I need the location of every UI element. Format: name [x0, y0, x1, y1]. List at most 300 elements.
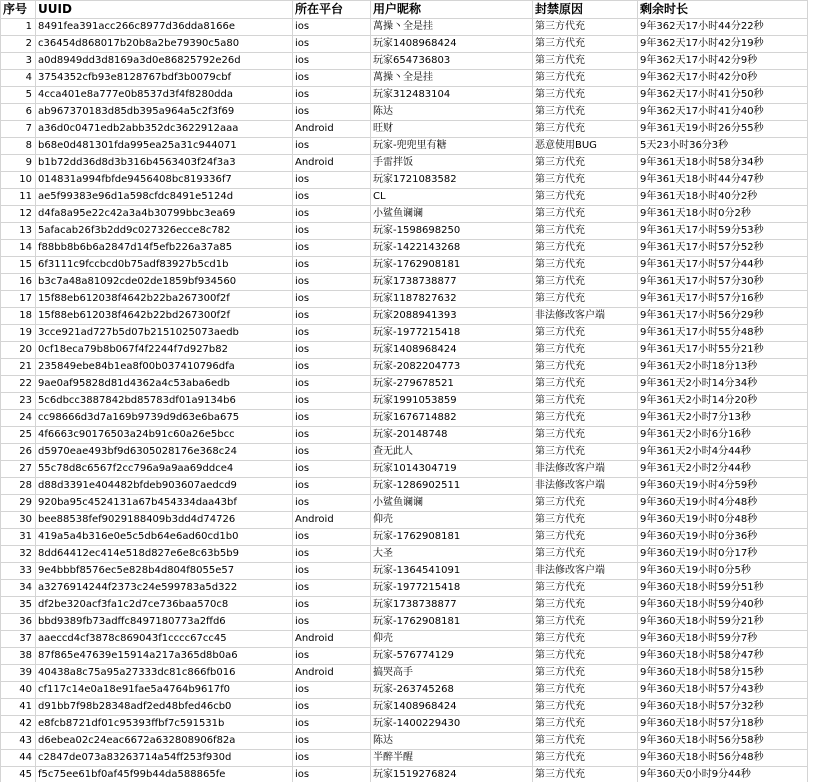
cell-platform[interactable]: ios [293, 257, 371, 274]
cell-remaining-time[interactable]: 9年362天17小时41分40秒 [638, 104, 808, 121]
cell-ban-reason[interactable]: 第三方代充 [533, 580, 638, 597]
cell-platform[interactable]: ios [293, 597, 371, 614]
cell-ban-reason[interactable]: 第三方代充 [533, 733, 638, 750]
cell-ban-reason[interactable]: 非法修改客户端 [533, 308, 638, 325]
cell-nickname[interactable]: 玩家-1977215418 [371, 580, 533, 597]
cell-platform[interactable]: ios [293, 359, 371, 376]
cell-nickname[interactable]: 大圣 [371, 546, 533, 563]
cell-uuid[interactable]: b1b72dd36d8d3b316b4563403f24f3a3 [36, 155, 293, 172]
cell-platform[interactable]: ios [293, 767, 371, 782]
cell-nickname[interactable]: 玩家-兜兜里有糖 [371, 138, 533, 155]
cell-nickname[interactable]: 仰壳 [371, 512, 533, 529]
cell-ban-reason[interactable]: 第三方代充 [533, 206, 638, 223]
cell-ban-reason[interactable]: 第三方代充 [533, 223, 638, 240]
cell-ban-reason[interactable]: 第三方代充 [533, 750, 638, 767]
table-row [1, 223, 808, 240]
table-row [1, 342, 808, 359]
cell-ban-reason[interactable]: 第三方代充 [533, 104, 638, 121]
cell-nickname[interactable]: 玩家-1286902511 [371, 478, 533, 495]
cell-index[interactable]: 8 [1, 138, 36, 155]
cell-ban-reason[interactable]: 第三方代充 [533, 699, 638, 716]
cell-platform[interactable]: ios [293, 546, 371, 563]
cell-nickname[interactable]: 玩家-20148748 [371, 427, 533, 444]
table-row [1, 563, 808, 580]
cell-ban-reason[interactable]: 第三方代充 [533, 495, 638, 512]
cell-remaining-time[interactable]: 9年360天18小时56分58秒 [638, 733, 808, 750]
cell-ban-reason[interactable]: 第三方代充 [533, 614, 638, 631]
cell-remaining-time[interactable]: 9年361天18小时58分34秒 [638, 155, 808, 172]
cell-nickname[interactable]: 玩家-279678521 [371, 376, 533, 393]
cell-index[interactable]: 43 [1, 733, 36, 750]
cell-nickname[interactable]: 小鲨鱼谰谰 [371, 495, 533, 512]
cell-index[interactable]: 28 [1, 478, 36, 495]
cell-ban-reason[interactable]: 第三方代充 [533, 172, 638, 189]
cell-remaining-time[interactable]: 9年361天18小时0分2秒 [638, 206, 808, 223]
cell-index[interactable]: 34 [1, 580, 36, 597]
cell-index[interactable]: 7 [1, 121, 36, 138]
cell-remaining-time[interactable]: 9年362天17小时44分22秒 [638, 19, 808, 36]
cell-nickname[interactable]: 玩家1408968424 [371, 36, 533, 53]
cell-ban-reason[interactable]: 第三方代充 [533, 291, 638, 308]
cell-uuid[interactable]: bbd9389fb73adffc8497180773a2ffd6 [36, 614, 293, 631]
cell-nickname[interactable]: 萬操丶全是挂 [371, 70, 533, 87]
cell-ban-reason[interactable]: 第三方代充 [533, 512, 638, 529]
cell-index[interactable]: 6 [1, 104, 36, 121]
cell-remaining-time[interactable]: 9年360天0小时9分44秒 [638, 767, 808, 782]
cell-ban-reason[interactable]: 第三方代充 [533, 376, 638, 393]
cell-nickname[interactable]: 玩家1676714882 [371, 410, 533, 427]
cell-ban-reason[interactable]: 第三方代充 [533, 359, 638, 376]
cell-remaining-time[interactable]: 9年360天18小时57分32秒 [638, 699, 808, 716]
cell-platform[interactable]: ios [293, 138, 371, 155]
cell-index[interactable]: 45 [1, 767, 36, 782]
cell-remaining-time[interactable]: 9年360天19小时0分5秒 [638, 563, 808, 580]
cell-uuid[interactable]: 3cce921ad727b5d07b2151025073aedb [36, 325, 293, 342]
cell-uuid[interactable]: 920ba95c4524131a67b454334daa43bf [36, 495, 293, 512]
cell-nickname[interactable]: 玩家-263745268 [371, 682, 533, 699]
cell-platform[interactable]: ios [293, 716, 371, 733]
cell-platform[interactable]: ios [293, 172, 371, 189]
cell-index[interactable]: 9 [1, 155, 36, 172]
cell-remaining-time[interactable]: 9年361天2小时4分44秒 [638, 444, 808, 461]
cell-platform[interactable]: ios [293, 393, 371, 410]
cell-uuid[interactable]: f88bb8b6b6a2847d14f5efb226a37a85 [36, 240, 293, 257]
cell-uuid[interactable]: 5afacab26f3b2dd9c027326ecce8c782 [36, 223, 293, 240]
cell-index[interactable]: 40 [1, 682, 36, 699]
cell-ban-reason[interactable]: 恶意使用BUG [533, 138, 638, 155]
cell-platform[interactable]: ios [293, 104, 371, 121]
cell-remaining-time[interactable]: 9年360天18小时59分7秒 [638, 631, 808, 648]
cell-remaining-time[interactable]: 9年361天17小时57分44秒 [638, 257, 808, 274]
cell-remaining-time[interactable]: 9年360天19小时4分48秒 [638, 495, 808, 512]
cell-uuid[interactable]: f5c75ee61bf0af45f99b44da588865fe [36, 767, 293, 782]
cell-index[interactable]: 44 [1, 750, 36, 767]
cell-uuid[interactable]: c2847de073a83263714a54ff253f930d [36, 750, 293, 767]
cell-uuid[interactable]: 419a5a4b316e0e5c5db64e6ad60cd1b0 [36, 529, 293, 546]
cell-nickname[interactable]: 旺财 [371, 121, 533, 138]
cell-remaining-time[interactable]: 9年361天17小时55分21秒 [638, 342, 808, 359]
cell-ban-reason[interactable]: 第三方代充 [533, 682, 638, 699]
cell-platform[interactable]: ios [293, 189, 371, 206]
cell-platform[interactable]: ios [293, 682, 371, 699]
table-row [1, 648, 808, 665]
cell-uuid[interactable]: a36d0c0471edb2abb352dc3622912aaa [36, 121, 293, 138]
cell-ban-reason[interactable]: 第三方代充 [533, 631, 638, 648]
cell-platform[interactable]: ios [293, 529, 371, 546]
cell-platform[interactable]: ios [293, 376, 371, 393]
cell-index[interactable]: 23 [1, 393, 36, 410]
cell-nickname[interactable]: 搞哭高手 [371, 665, 533, 682]
cell-platform[interactable]: ios [293, 36, 371, 53]
cell-platform[interactable]: ios [293, 580, 371, 597]
cell-remaining-time[interactable]: 9年362天17小时42分19秒 [638, 36, 808, 53]
column-header-index[interactable]: 序号 [1, 1, 36, 19]
cell-uuid[interactable]: aaeccd4cf3878c869043f1cccc67cc45 [36, 631, 293, 648]
cell-platform[interactable]: Android [293, 665, 371, 682]
cell-nickname[interactable]: 玩家1187827632 [371, 291, 533, 308]
table-row [1, 240, 808, 257]
cell-uuid[interactable]: c36454d868017b20b8a2be79390c5a80 [36, 36, 293, 53]
cell-nickname[interactable]: 玩家-1422143268 [371, 240, 533, 257]
cell-index[interactable]: 35 [1, 597, 36, 614]
cell-remaining-time[interactable]: 9年360天18小时59分21秒 [638, 614, 808, 631]
cell-ban-reason[interactable]: 第三方代充 [533, 546, 638, 563]
cell-index[interactable]: 14 [1, 240, 36, 257]
cell-nickname[interactable]: 玩家654736803 [371, 53, 533, 70]
cell-platform[interactable]: ios [293, 733, 371, 750]
cell-platform[interactable]: ios [293, 648, 371, 665]
cell-remaining-time[interactable]: 9年360天19小时0分17秒 [638, 546, 808, 563]
cell-nickname[interactable]: 玩家-576774129 [371, 648, 533, 665]
table-row [1, 172, 808, 189]
cell-remaining-time[interactable]: 9年362天17小时41分50秒 [638, 87, 808, 104]
cell-remaining-time[interactable]: 9年361天2小时18分13秒 [638, 359, 808, 376]
cell-nickname[interactable]: 玩家-1598698250 [371, 223, 533, 240]
cell-remaining-time[interactable]: 9年361天17小时56分29秒 [638, 308, 808, 325]
cell-platform[interactable]: ios [293, 478, 371, 495]
cell-remaining-time[interactable]: 9年361天2小时14分34秒 [638, 376, 808, 393]
cell-remaining-time[interactable]: 9年360天18小时59分51秒 [638, 580, 808, 597]
cell-uuid[interactable]: 87f865e47639e15914a217a365d8b0a6 [36, 648, 293, 665]
cell-index[interactable]: 2 [1, 36, 36, 53]
cell-nickname[interactable]: 玩家1721083582 [371, 172, 533, 189]
cell-index[interactable]: 24 [1, 410, 36, 427]
cell-uuid[interactable]: cc98666d3d7a169b9739d9d63e6ba675 [36, 410, 293, 427]
cell-uuid[interactable]: d91bb7f98b28348adf2ed48bfed46cb0 [36, 699, 293, 716]
cell-index[interactable]: 22 [1, 376, 36, 393]
cell-uuid[interactable]: 3754352cfb93e8128767bdf3b0079cbf [36, 70, 293, 87]
cell-index[interactable]: 30 [1, 512, 36, 529]
cell-uuid[interactable]: a0d8949dd3d8169a3d0e86825792e26d [36, 53, 293, 70]
cell-uuid[interactable]: 15f88eb612038f4642b22bd267300f2f [36, 308, 293, 325]
cell-ban-reason[interactable]: 非法修改客户端 [533, 461, 638, 478]
cell-uuid[interactable]: ae5f99383e96d1a598cfdc8491e5124d [36, 189, 293, 206]
cell-remaining-time[interactable]: 9年360天18小时56分48秒 [638, 750, 808, 767]
table-row [1, 325, 808, 342]
cell-ban-reason[interactable]: 第三方代充 [533, 257, 638, 274]
cell-index[interactable]: 29 [1, 495, 36, 512]
cell-uuid[interactable]: 8dd64412ec414e518d827e6e8c63b5b9 [36, 546, 293, 563]
cell-index[interactable]: 11 [1, 189, 36, 206]
table-row [1, 461, 808, 478]
cell-ban-reason[interactable]: 第三方代充 [533, 19, 638, 36]
cell-ban-reason[interactable]: 第三方代充 [533, 121, 638, 138]
cell-uuid[interactable]: 235849ebe84b1ea8f00b037410796dfa [36, 359, 293, 376]
cell-remaining-time[interactable]: 9年362天17小时42分0秒 [638, 70, 808, 87]
cell-remaining-time[interactable]: 9年361天2小时7分13秒 [638, 410, 808, 427]
cell-platform[interactable]: ios [293, 291, 371, 308]
cell-platform[interactable]: ios [293, 325, 371, 342]
cell-platform[interactable]: ios [293, 427, 371, 444]
cell-remaining-time[interactable]: 9年361天19小时26分55秒 [638, 121, 808, 138]
cell-remaining-time[interactable]: 5天23小时36分3秒 [638, 138, 808, 155]
cell-nickname[interactable]: 陈达 [371, 733, 533, 750]
cell-remaining-time[interactable]: 9年360天19小时0分48秒 [638, 512, 808, 529]
cell-ban-reason[interactable]: 第三方代充 [533, 410, 638, 427]
cell-uuid[interactable]: 6f3111c9fccbcd0b75adf83927b5cd1b [36, 257, 293, 274]
table-row [1, 70, 808, 87]
cell-uuid[interactable]: 4cca401e8a777e0b8537d3f4f8280dda [36, 87, 293, 104]
cell-nickname[interactable]: 玩家-1364541091 [371, 563, 533, 580]
cell-remaining-time[interactable]: 9年360天18小时57分18秒 [638, 716, 808, 733]
cell-platform[interactable]: ios [293, 750, 371, 767]
cell-ban-reason[interactable]: 第三方代充 [533, 189, 638, 206]
cell-nickname[interactable]: 玩家-1762908181 [371, 529, 533, 546]
cell-nickname[interactable]: 玩家1014304719 [371, 461, 533, 478]
cell-ban-reason[interactable]: 非法修改客户端 [533, 563, 638, 580]
cell-nickname[interactable]: 小鲨鱼谰谰 [371, 206, 533, 223]
cell-ban-reason[interactable]: 第三方代充 [533, 342, 638, 359]
cell-index[interactable]: 26 [1, 444, 36, 461]
cell-index[interactable]: 1 [1, 19, 36, 36]
cell-remaining-time[interactable]: 9年361天2小时2分44秒 [638, 461, 808, 478]
cell-nickname[interactable]: 玩家-1400229430 [371, 716, 533, 733]
cell-nickname[interactable]: CL [371, 189, 533, 206]
cell-platform[interactable]: Android [293, 631, 371, 648]
cell-ban-reason[interactable]: 第三方代充 [533, 53, 638, 70]
cell-platform[interactable]: ios [293, 240, 371, 257]
cell-ban-reason[interactable]: 第三方代充 [533, 274, 638, 291]
cell-nickname[interactable]: 查无此人 [371, 444, 533, 461]
cell-nickname[interactable]: 半醉半醒 [371, 750, 533, 767]
table-row [1, 104, 808, 121]
cell-index[interactable]: 5 [1, 87, 36, 104]
column-header-nickname[interactable]: 用户昵称 [371, 1, 533, 19]
cell-index[interactable]: 27 [1, 461, 36, 478]
cell-ban-reason[interactable]: 第三方代充 [533, 716, 638, 733]
cell-platform[interactable]: ios [293, 70, 371, 87]
table-row [1, 393, 808, 410]
cell-ban-reason[interactable]: 第三方代充 [533, 87, 638, 104]
cell-platform[interactable]: ios [293, 87, 371, 104]
cell-platform[interactable]: Android [293, 121, 371, 138]
cell-nickname[interactable]: 仰壳 [371, 631, 533, 648]
cell-index[interactable]: 18 [1, 308, 36, 325]
cell-index[interactable]: 41 [1, 699, 36, 716]
table-row [1, 410, 808, 427]
cell-ban-reason[interactable]: 第三方代充 [533, 155, 638, 172]
cell-remaining-time[interactable]: 9年360天18小时58分47秒 [638, 648, 808, 665]
cell-nickname[interactable]: 玩家312483104 [371, 87, 533, 104]
cell-index[interactable]: 42 [1, 716, 36, 733]
cell-ban-reason[interactable]: 第三方代充 [533, 70, 638, 87]
table-row [1, 682, 808, 699]
cell-platform[interactable]: ios [293, 223, 371, 240]
cell-index[interactable]: 21 [1, 359, 36, 376]
table-row [1, 53, 808, 70]
cell-ban-reason[interactable]: 第三方代充 [533, 393, 638, 410]
table-row [1, 308, 808, 325]
cell-platform[interactable]: ios [293, 563, 371, 580]
cell-remaining-time[interactable]: 9年361天2小时14分20秒 [638, 393, 808, 410]
cell-nickname[interactable]: 玩家2088941393 [371, 308, 533, 325]
cell-ban-reason[interactable]: 第三方代充 [533, 767, 638, 782]
cell-remaining-time[interactable]: 9年360天18小时57分43秒 [638, 682, 808, 699]
cell-uuid[interactable]: ab967370183d85db395a964a5c2f3f69 [36, 104, 293, 121]
cell-platform[interactable]: ios [293, 53, 371, 70]
cell-ban-reason[interactable]: 第三方代充 [533, 665, 638, 682]
cell-platform[interactable]: Android [293, 512, 371, 529]
cell-platform[interactable]: ios [293, 342, 371, 359]
cell-nickname[interactable]: 玩家1408968424 [371, 342, 533, 359]
cell-nickname[interactable]: 玩家-1762908181 [371, 614, 533, 631]
cell-uuid[interactable]: b68e0d481301fda995ea25a31c944071 [36, 138, 293, 155]
cell-index[interactable]: 36 [1, 614, 36, 631]
cell-index[interactable]: 10 [1, 172, 36, 189]
cell-platform[interactable]: ios [293, 19, 371, 36]
cell-platform[interactable]: ios [293, 206, 371, 223]
cell-platform[interactable]: ios [293, 308, 371, 325]
cell-index[interactable]: 3 [1, 53, 36, 70]
cell-index[interactable]: 13 [1, 223, 36, 240]
cell-index[interactable]: 33 [1, 563, 36, 580]
cell-nickname[interactable]: 陈达 [371, 104, 533, 121]
cell-platform[interactable]: ios [293, 444, 371, 461]
cell-remaining-time[interactable]: 9年361天17小时57分52秒 [638, 240, 808, 257]
cell-index[interactable]: 37 [1, 631, 36, 648]
cell-uuid[interactable]: 55c78d8c6567f2cc796a9a9aa69ddce4 [36, 461, 293, 478]
table-row [1, 376, 808, 393]
cell-index[interactable]: 4 [1, 70, 36, 87]
table-row [1, 444, 808, 461]
cell-index[interactable]: 32 [1, 546, 36, 563]
cell-index[interactable]: 25 [1, 427, 36, 444]
cell-index[interactable]: 16 [1, 274, 36, 291]
cell-uuid[interactable]: 014831a994fbfde9456408bc819336f7 [36, 172, 293, 189]
cell-platform[interactable]: ios [293, 461, 371, 478]
cell-index[interactable]: 12 [1, 206, 36, 223]
cell-nickname[interactable]: 玩家1991053859 [371, 393, 533, 410]
cell-nickname[interactable]: 萬操丶全是挂 [371, 19, 533, 36]
cell-index[interactable]: 15 [1, 257, 36, 274]
cell-uuid[interactable]: 9e4bbbf8576ec5e828b4d804f8055e57 [36, 563, 293, 580]
cell-remaining-time[interactable]: 9年361天17小时55分48秒 [638, 325, 808, 342]
column-header-remaining-time[interactable]: 剩余时长 [638, 1, 808, 19]
cell-uuid[interactable]: bee88538fef9029188409b3dd4d74726 [36, 512, 293, 529]
cell-ban-reason[interactable]: 第三方代充 [533, 427, 638, 444]
cell-nickname[interactable]: 手雷拌饭 [371, 155, 533, 172]
cell-uuid[interactable]: d4fa8a95e22c42a3a4b30799bbc3ea69 [36, 206, 293, 223]
cell-ban-reason[interactable]: 第三方代充 [533, 597, 638, 614]
cell-nickname[interactable]: 玩家-1762908181 [371, 257, 533, 274]
cell-platform[interactable]: ios [293, 410, 371, 427]
cell-uuid[interactable]: 5c6dbcc3887842bd85783df01a9134b6 [36, 393, 293, 410]
cell-uuid[interactable]: df2be320acf3fa1c2d7ce736baa570c8 [36, 597, 293, 614]
cell-nickname[interactable]: 玩家-2082204773 [371, 359, 533, 376]
cell-ban-reason[interactable]: 第三方代充 [533, 36, 638, 53]
cell-uuid[interactable]: cf117c14e0a18e91fae5a4764b9617f0 [36, 682, 293, 699]
cell-index[interactable]: 31 [1, 529, 36, 546]
column-header-ban-reason[interactable]: 封禁原因 [533, 1, 638, 19]
cell-ban-reason[interactable]: 第三方代充 [533, 529, 638, 546]
column-header-platform[interactable]: 所在平台 [293, 1, 371, 19]
cell-uuid[interactable]: 0cf18eca79b8b067f4f2244f7d927b82 [36, 342, 293, 359]
cell-uuid[interactable]: 40438a8c75a95a27333dc81c866fb016 [36, 665, 293, 682]
cell-nickname[interactable]: 玩家1519276824 [371, 767, 533, 782]
cell-remaining-time[interactable]: 9年361天17小时57分30秒 [638, 274, 808, 291]
cell-remaining-time[interactable]: 9年360天18小时58分15秒 [638, 665, 808, 682]
cell-uuid[interactable]: a3276914244f2373c24e599783a5d322 [36, 580, 293, 597]
table-row [1, 206, 808, 223]
cell-index[interactable]: 17 [1, 291, 36, 308]
cell-uuid[interactable]: 9ae0af95828d81d4362a4c53aba6edb [36, 376, 293, 393]
table-row [1, 121, 808, 138]
cell-index[interactable]: 39 [1, 665, 36, 682]
cell-uuid[interactable]: d6ebea02c24eac6672a632808906f82a [36, 733, 293, 750]
cell-remaining-time[interactable]: 9年361天18小时44分47秒 [638, 172, 808, 189]
cell-uuid[interactable]: 4f6663c90176503a24b91c60a26e5bcc [36, 427, 293, 444]
cell-remaining-time[interactable]: 9年360天19小时0分36秒 [638, 529, 808, 546]
cell-remaining-time[interactable]: 9年360天19小时4分59秒 [638, 478, 808, 495]
cell-index[interactable]: 19 [1, 325, 36, 342]
cell-nickname[interactable]: 玩家1738738877 [371, 274, 533, 291]
cell-remaining-time[interactable]: 9年361天17小时57分16秒 [638, 291, 808, 308]
cell-index[interactable]: 38 [1, 648, 36, 665]
cell-nickname[interactable]: 玩家1408968424 [371, 699, 533, 716]
cell-ban-reason[interactable]: 非法修改客户端 [533, 478, 638, 495]
cell-remaining-time[interactable]: 9年360天18小时59分40秒 [638, 597, 808, 614]
cell-uuid[interactable]: d5970eae493bf9d6305028176e368c24 [36, 444, 293, 461]
cell-uuid[interactable]: d88d3391e404482bfdeb903607aedcd9 [36, 478, 293, 495]
cell-uuid[interactable]: b3c7a48a81092cde02de1859bf934560 [36, 274, 293, 291]
cell-nickname[interactable]: 玩家-1977215418 [371, 325, 533, 342]
table-row [1, 495, 808, 512]
column-header-uuid[interactable]: UUID [36, 1, 293, 19]
cell-uuid[interactable]: e8fcb8721df01c95393ffbf7c591531b [36, 716, 293, 733]
cell-platform[interactable]: ios [293, 614, 371, 631]
cell-ban-reason[interactable]: 第三方代充 [533, 325, 638, 342]
cell-uuid[interactable]: 15f88eb612038f4642b22ba267300f2f [36, 291, 293, 308]
cell-remaining-time[interactable]: 9年361天18小时40分2秒 [638, 189, 808, 206]
cell-nickname[interactable]: 玩家1738738877 [371, 597, 533, 614]
cell-ban-reason[interactable]: 第三方代充 [533, 240, 638, 257]
cell-remaining-time[interactable]: 9年361天17小时59分53秒 [638, 223, 808, 240]
table-row [1, 274, 808, 291]
cell-ban-reason[interactable]: 第三方代充 [533, 648, 638, 665]
table-row [1, 138, 808, 155]
table-row [1, 359, 808, 376]
cell-remaining-time[interactable]: 9年362天17小时42分9秒 [638, 53, 808, 70]
cell-platform[interactable]: ios [293, 274, 371, 291]
cell-ban-reason[interactable]: 第三方代充 [533, 444, 638, 461]
table-row [1, 291, 808, 308]
cell-platform[interactable]: Android [293, 155, 371, 172]
cell-uuid[interactable]: 8491fea391acc266c8977d36dda8166e [36, 19, 293, 36]
cell-platform[interactable]: ios [293, 699, 371, 716]
cell-index[interactable]: 20 [1, 342, 36, 359]
cell-platform[interactable]: ios [293, 495, 371, 512]
cell-remaining-time[interactable]: 9年361天2小时6分16秒 [638, 427, 808, 444]
